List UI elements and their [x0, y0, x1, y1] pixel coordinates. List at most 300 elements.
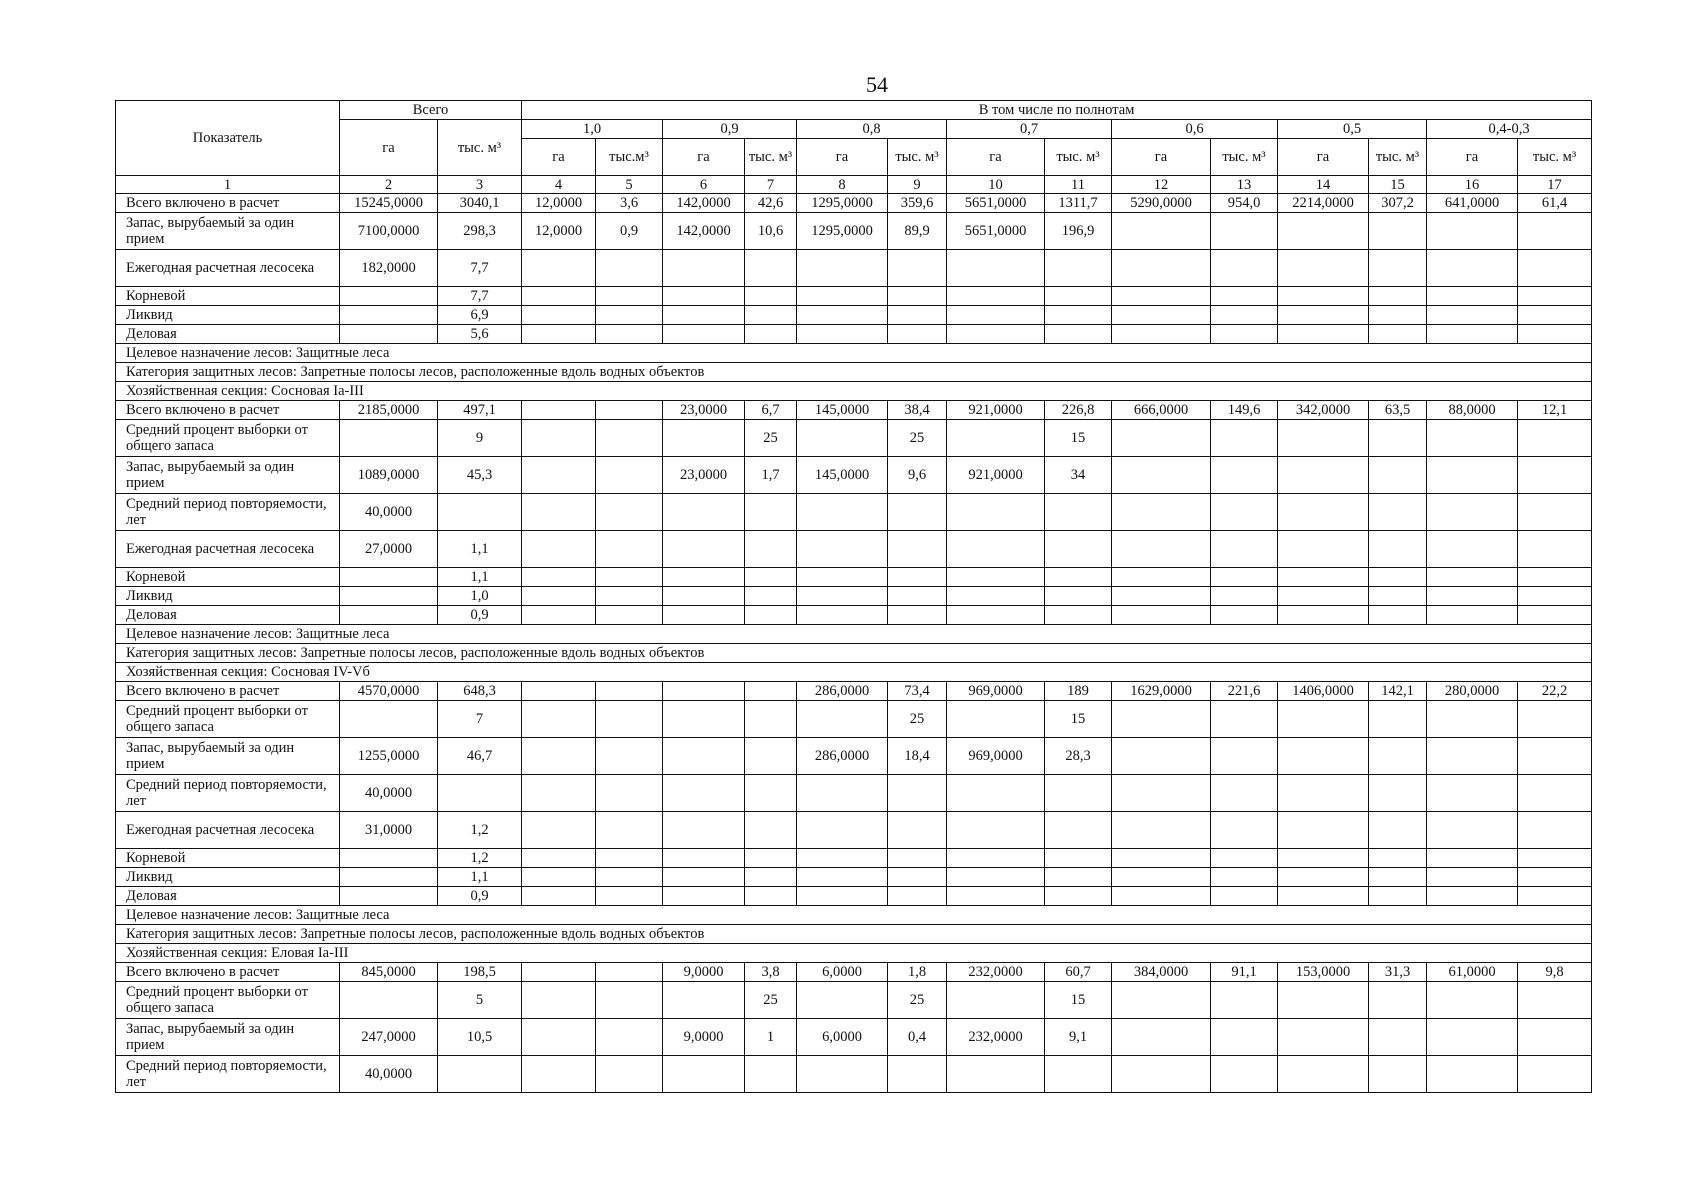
table-cell: 969,0000 — [947, 738, 1045, 775]
table-cell — [947, 868, 1045, 887]
table-cell — [1518, 587, 1592, 606]
table-cell: 342,0000 — [1278, 401, 1369, 420]
table-cell: 31,3 — [1369, 963, 1427, 982]
table-cell — [663, 587, 745, 606]
table-cell — [596, 531, 663, 568]
header-total-volume: тыс. м³ — [438, 120, 522, 176]
header-indicator: Показатель — [116, 101, 340, 176]
table-cell: 2214,0000 — [1278, 194, 1369, 213]
table-cell — [745, 287, 797, 306]
table-cell: 189 — [1045, 682, 1112, 701]
column-numbers-row — [116, 176, 1592, 194]
table-cell — [947, 849, 1045, 868]
table-cell — [596, 457, 663, 494]
table-cell — [797, 306, 888, 325]
table-row — [116, 457, 1592, 494]
table-cell — [1211, 812, 1278, 849]
section-heading: Хозяйственная секция: Еловая Ia-III — [116, 944, 1592, 963]
table-cell — [340, 306, 438, 325]
table-cell — [1045, 887, 1112, 906]
table-cell — [1427, 287, 1518, 306]
table-cell — [1427, 701, 1518, 738]
table-row — [116, 494, 1592, 531]
row-label: Средний период повторяемости, лет — [116, 775, 340, 812]
table-cell — [522, 325, 596, 344]
table-cell — [1112, 738, 1211, 775]
table-cell — [1427, 494, 1518, 531]
table-cell — [1211, 287, 1278, 306]
table-cell: 12,1 — [1518, 401, 1592, 420]
table-cell — [663, 287, 745, 306]
table-cell — [797, 812, 888, 849]
table-cell: 149,6 — [1211, 401, 1278, 420]
table-cell — [340, 325, 438, 344]
table-cell — [888, 887, 947, 906]
table-cell — [888, 775, 947, 812]
table-cell — [1518, 306, 1592, 325]
table-cell — [1112, 775, 1211, 812]
table-row — [116, 194, 1592, 213]
table-cell: 1,1 — [438, 531, 522, 568]
table-cell — [1518, 738, 1592, 775]
table-cell — [1518, 849, 1592, 868]
table-cell — [1369, 868, 1427, 887]
table-cell — [1112, 213, 1211, 250]
table-cell: 0,4 — [888, 1019, 947, 1056]
table-cell: 5651,0000 — [947, 194, 1045, 213]
table-cell — [888, 868, 947, 887]
table-row — [116, 325, 1592, 344]
table-cell — [797, 887, 888, 906]
table-cell: 921,0000 — [947, 401, 1045, 420]
table-cell — [522, 849, 596, 868]
table-cell — [745, 849, 797, 868]
table-cell — [745, 887, 797, 906]
table-cell — [522, 682, 596, 701]
table-cell: 7 — [438, 701, 522, 738]
table-cell — [522, 1019, 596, 1056]
table-cell — [1112, 306, 1211, 325]
table-row — [116, 587, 1592, 606]
table-cell — [1278, 250, 1369, 287]
row-label: Запас, вырубаемый за один прием — [116, 213, 340, 250]
header-density: 0,9 — [663, 120, 797, 139]
row-label: Деловая — [116, 887, 340, 906]
table-cell — [745, 701, 797, 738]
table-cell — [1278, 849, 1369, 868]
table-cell: 1,1 — [438, 568, 522, 587]
table-cell — [1211, 587, 1278, 606]
table-cell — [1045, 494, 1112, 531]
table-cell — [1369, 887, 1427, 906]
header-unit-volume: тыс. м³ — [1211, 139, 1278, 176]
table-cell: 6,7 — [745, 401, 797, 420]
table-cell — [1045, 812, 1112, 849]
section-heading-row — [116, 382, 1592, 401]
section-heading-row — [116, 944, 1592, 963]
table-cell — [797, 325, 888, 344]
table-cell: 307,2 — [1369, 194, 1427, 213]
table-cell — [1211, 982, 1278, 1019]
header-unit-volume: тыс.м³ — [596, 139, 663, 176]
table-cell — [1427, 887, 1518, 906]
table-cell — [1427, 420, 1518, 457]
table-cell — [522, 531, 596, 568]
table-cell — [340, 606, 438, 625]
table-cell: 15 — [1045, 982, 1112, 1019]
table-row — [116, 1056, 1592, 1093]
table-cell — [1518, 775, 1592, 812]
table-cell — [522, 306, 596, 325]
table-cell — [663, 868, 745, 887]
table-row — [116, 868, 1592, 887]
table-cell: 15245,0000 — [340, 194, 438, 213]
row-label: Корневой — [116, 568, 340, 587]
table-cell — [1369, 1019, 1427, 1056]
table-cell — [947, 494, 1045, 531]
table-cell — [1112, 887, 1211, 906]
section-heading-row — [116, 644, 1592, 663]
table-cell — [1278, 213, 1369, 250]
table-cell — [1278, 306, 1369, 325]
table-cell — [1045, 568, 1112, 587]
table-cell — [1211, 457, 1278, 494]
table-cell — [663, 606, 745, 625]
table-cell — [1369, 701, 1427, 738]
table-cell — [1369, 287, 1427, 306]
column-number: 4 — [522, 176, 596, 194]
row-label: Деловая — [116, 606, 340, 625]
header-density: 0,5 — [1278, 120, 1427, 139]
page-number: 54 — [866, 72, 888, 97]
table-cell — [1427, 849, 1518, 868]
table-cell: 3040,1 — [438, 194, 522, 213]
column-number: 11 — [1045, 176, 1112, 194]
table-cell — [1278, 812, 1369, 849]
header-unit-ha: га — [797, 139, 888, 176]
section-heading: Категория защитных лесов: Запретные полосы лесов, расположенные вдоль водных объектов — [116, 644, 1592, 663]
table-cell — [596, 1019, 663, 1056]
column-number: 12 — [1112, 176, 1211, 194]
table-cell — [522, 457, 596, 494]
table-cell — [1369, 849, 1427, 868]
table-cell: 25 — [745, 420, 797, 457]
table-cell — [947, 982, 1045, 1019]
table-cell: 61,4 — [1518, 194, 1592, 213]
table-cell — [596, 568, 663, 587]
table-cell: 641,0000 — [1427, 194, 1518, 213]
table-cell — [745, 682, 797, 701]
table-cell — [1427, 306, 1518, 325]
table-cell: 7100,0000 — [340, 213, 438, 250]
table-cell — [1518, 568, 1592, 587]
table-cell — [1369, 1056, 1427, 1093]
table-cell — [947, 887, 1045, 906]
table-row — [116, 738, 1592, 775]
table-cell — [1278, 1056, 1369, 1093]
table-cell: 5 — [438, 982, 522, 1019]
table-cell — [947, 568, 1045, 587]
table-cell: 2185,0000 — [340, 401, 438, 420]
table-cell: 182,0000 — [340, 250, 438, 287]
table-cell — [522, 401, 596, 420]
table-cell — [522, 1056, 596, 1093]
table-cell: 28,3 — [1045, 738, 1112, 775]
table-cell: 25 — [888, 701, 947, 738]
table-cell — [745, 494, 797, 531]
table-cell — [1211, 738, 1278, 775]
table-cell — [596, 306, 663, 325]
table-cell: 1629,0000 — [1112, 682, 1211, 701]
table-cell: 88,0000 — [1427, 401, 1518, 420]
table-cell — [663, 420, 745, 457]
table-cell — [1278, 738, 1369, 775]
table-cell — [1427, 738, 1518, 775]
table-cell — [1112, 1056, 1211, 1093]
table-cell: 1,2 — [438, 812, 522, 849]
table-cell: 38,4 — [888, 401, 947, 420]
table-cell — [522, 606, 596, 625]
table-cell — [663, 738, 745, 775]
table-cell: 34 — [1045, 457, 1112, 494]
table-cell: 1295,0000 — [797, 194, 888, 213]
table-cell — [1278, 701, 1369, 738]
row-label: Ликвид — [116, 868, 340, 887]
table-cell — [1369, 306, 1427, 325]
table-cell — [1369, 213, 1427, 250]
table-cell: 10,5 — [438, 1019, 522, 1056]
table-cell — [1278, 457, 1369, 494]
table-cell — [663, 306, 745, 325]
table-cell — [522, 982, 596, 1019]
table-cell — [522, 494, 596, 531]
table-cell — [1278, 887, 1369, 906]
table-cell — [1427, 1056, 1518, 1093]
table-row — [116, 963, 1592, 982]
table-cell — [1518, 701, 1592, 738]
table-cell — [1427, 606, 1518, 625]
table-cell — [1211, 494, 1278, 531]
table-cell — [1369, 457, 1427, 494]
table-cell: 0,9 — [438, 606, 522, 625]
table-cell — [596, 287, 663, 306]
section-heading: Категория защитных лесов: Запретные полосы лесов, расположенные вдоль водных объектов — [116, 925, 1592, 944]
table-cell — [1112, 812, 1211, 849]
header-unit-ha: га — [663, 139, 745, 176]
table-cell: 5290,0000 — [1112, 194, 1211, 213]
table-cell: 12,0000 — [522, 194, 596, 213]
table-row — [116, 287, 1592, 306]
table-cell: 3,6 — [596, 194, 663, 213]
table-cell: 40,0000 — [340, 494, 438, 531]
table-cell — [340, 887, 438, 906]
table-cell — [522, 250, 596, 287]
table-cell: 1,0 — [438, 587, 522, 606]
table-cell — [522, 568, 596, 587]
table-cell — [1369, 606, 1427, 625]
section-heading: Целевое назначение лесов: Защитные леса — [116, 344, 1592, 363]
table-cell: 7,7 — [438, 250, 522, 287]
table-cell: 286,0000 — [797, 682, 888, 701]
table-cell — [596, 982, 663, 1019]
table-cell: 10,6 — [745, 213, 797, 250]
table-cell — [1427, 325, 1518, 344]
table-cell: 42,6 — [745, 194, 797, 213]
table-cell — [1518, 887, 1592, 906]
column-number: 6 — [663, 176, 745, 194]
row-label: Запас, вырубаемый за один прием — [116, 738, 340, 775]
row-label: Всего включено в расчет — [116, 401, 340, 420]
table-cell — [1211, 531, 1278, 568]
table-cell: 45,3 — [438, 457, 522, 494]
table-cell — [596, 420, 663, 457]
table-cell: 0,9 — [596, 213, 663, 250]
table-cell: 25 — [745, 982, 797, 1019]
table-cell — [1427, 812, 1518, 849]
row-label: Средний процент выборки от общего запаса — [116, 701, 340, 738]
table-cell — [663, 325, 745, 344]
table-cell: 6,0000 — [797, 1019, 888, 1056]
table-cell — [663, 812, 745, 849]
table-cell — [1112, 494, 1211, 531]
table-cell — [596, 887, 663, 906]
table-row — [116, 401, 1592, 420]
row-label: Средний процент выборки от общего запаса — [116, 420, 340, 457]
forest-calculation-table — [115, 100, 1592, 1093]
table-cell — [888, 568, 947, 587]
table-cell — [1518, 287, 1592, 306]
table-cell — [745, 606, 797, 625]
table-cell: 9,6 — [888, 457, 947, 494]
table-cell — [745, 306, 797, 325]
table-cell — [1211, 1056, 1278, 1093]
table-cell — [1112, 531, 1211, 568]
table-cell — [1278, 982, 1369, 1019]
table-cell: 145,0000 — [797, 401, 888, 420]
table-cell — [1278, 494, 1369, 531]
table-cell: 359,6 — [888, 194, 947, 213]
table-cell — [797, 849, 888, 868]
table-cell — [1211, 420, 1278, 457]
row-label: Всего включено в расчет — [116, 194, 340, 213]
table-cell: 22,2 — [1518, 682, 1592, 701]
table-cell: 25 — [888, 420, 947, 457]
table-cell — [888, 250, 947, 287]
table-cell — [745, 568, 797, 587]
table-cell — [797, 420, 888, 457]
section-heading-row — [116, 363, 1592, 382]
table-cell: 247,0000 — [340, 1019, 438, 1056]
table-cell — [1369, 531, 1427, 568]
table-cell — [1211, 325, 1278, 344]
row-label: Ликвид — [116, 587, 340, 606]
table-cell — [1518, 531, 1592, 568]
row-label: Всего включено в расчет — [116, 682, 340, 701]
section-heading-row — [116, 925, 1592, 944]
table-cell — [1427, 775, 1518, 812]
header-unit-volume: тыс. м³ — [888, 139, 947, 176]
table-cell — [947, 287, 1045, 306]
table-cell — [1211, 213, 1278, 250]
table-cell — [1045, 606, 1112, 625]
column-number: 2 — [340, 176, 438, 194]
table-cell: 145,0000 — [797, 457, 888, 494]
row-label: Всего включено в расчет — [116, 963, 340, 982]
section-heading: Хозяйственная секция: Сосновая Ia-III — [116, 382, 1592, 401]
header-density: 0,6 — [1112, 120, 1278, 139]
table-cell — [1518, 982, 1592, 1019]
table-cell: 3,8 — [745, 963, 797, 982]
table-cell: 298,3 — [438, 213, 522, 250]
table-cell — [1211, 250, 1278, 287]
table-cell — [1211, 887, 1278, 906]
table-cell: 221,6 — [1211, 682, 1278, 701]
table-cell: 142,0000 — [663, 213, 745, 250]
table-cell — [1045, 306, 1112, 325]
table-cell — [663, 250, 745, 287]
row-label: Ежегодная расчетная лесосека — [116, 812, 340, 849]
table-cell — [1369, 812, 1427, 849]
table-cell — [1045, 775, 1112, 812]
table-cell — [745, 812, 797, 849]
table-body — [116, 194, 1592, 1093]
table-cell — [1427, 531, 1518, 568]
table-cell: 384,0000 — [1112, 963, 1211, 982]
table-row — [116, 213, 1592, 250]
row-label: Средний период повторяемости, лет — [116, 1056, 340, 1093]
table-cell — [663, 701, 745, 738]
table-cell: 63,5 — [1369, 401, 1427, 420]
table-cell — [596, 849, 663, 868]
table-cell — [1427, 868, 1518, 887]
table-cell — [1427, 213, 1518, 250]
header-unit-ha: га — [1427, 139, 1518, 176]
table-cell: 6,9 — [438, 306, 522, 325]
table-cell — [340, 982, 438, 1019]
header-total-ha: га — [340, 120, 438, 176]
table-cell — [596, 606, 663, 625]
table-cell — [745, 1056, 797, 1093]
row-label: Запас, вырубаемый за один прием — [116, 1019, 340, 1056]
table-cell — [340, 868, 438, 887]
table-row — [116, 775, 1592, 812]
table-cell — [1211, 868, 1278, 887]
table-cell: 9 — [438, 420, 522, 457]
table-cell — [947, 701, 1045, 738]
table-cell — [947, 775, 1045, 812]
table-cell — [797, 287, 888, 306]
column-number: 17 — [1518, 176, 1592, 194]
header-by-density: В том числе по полнотам — [522, 101, 1592, 120]
row-label: Деловая — [116, 325, 340, 344]
table-row — [116, 812, 1592, 849]
table-cell: 1295,0000 — [797, 213, 888, 250]
table-cell: 648,3 — [438, 682, 522, 701]
table-cell — [797, 587, 888, 606]
table-cell: 1,1 — [438, 868, 522, 887]
table-cell: 1311,7 — [1045, 194, 1112, 213]
header-unit-ha: га — [522, 139, 596, 176]
table-row — [116, 982, 1592, 1019]
table-cell — [663, 849, 745, 868]
row-label: Средний процент выборки от общего запаса — [116, 982, 340, 1019]
table-cell: 73,4 — [888, 682, 947, 701]
table-row — [116, 568, 1592, 587]
table-cell — [947, 812, 1045, 849]
table-cell — [340, 587, 438, 606]
forest-table-container — [115, 100, 1591, 1093]
table-cell — [438, 775, 522, 812]
